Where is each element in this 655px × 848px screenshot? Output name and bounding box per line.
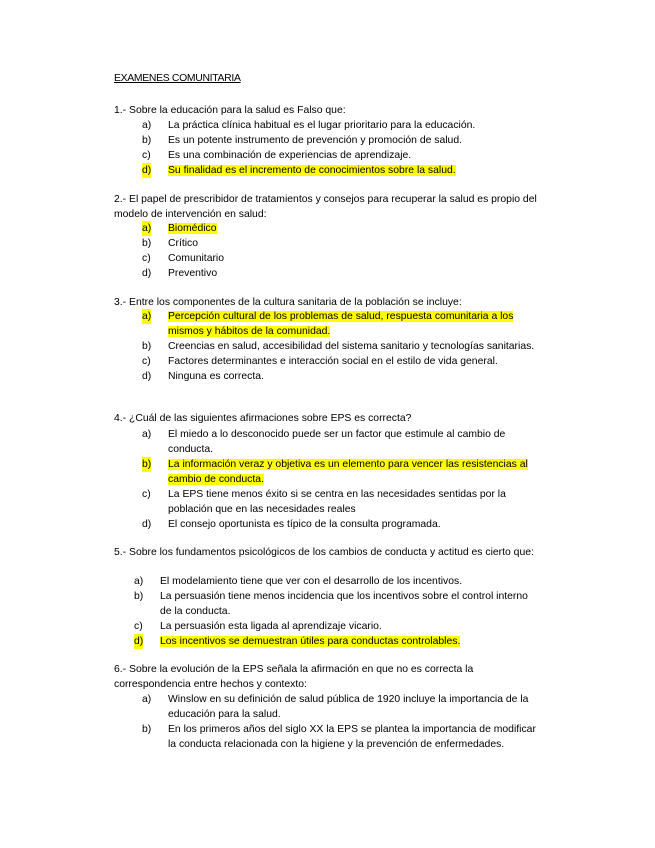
- question-4-options: [142, 427, 542, 532]
- highlighted-answer: Su finalidad es el incremento de conocimientos sobre la salud.: [168, 165, 456, 176]
- option-6b: b) En los primeros años del siglo XX la EPS se plantea la importancia de modificar la conducta relacionada con la higiene y la prevención de enfermedades.: [142, 724, 536, 750]
- option-2c: c) Comunitario: [142, 253, 225, 264]
- question-5: 5.- Sobre los fundamentos psicológicos de los cambios de conducta y actitud es cierto que:: [114, 547, 534, 558]
- option-1c: c) Es una combinación de experiencias de aprendizaje.: [142, 150, 412, 161]
- option-1d: d) Su finalidad es el incremento de conocimientos sobre la salud.: [142, 165, 456, 176]
- option-4c: c) La EPS tiene menos éxito si se centra en las necesidades sentidas por la población que en las necesidades reales: [142, 489, 506, 515]
- option-4b: b) La información veraz y objetiva es un elemento para vencer las resistencias al cambio de conducta.: [142, 459, 528, 485]
- highlighted-answer: Percepción cultural de los problemas de salud, respuesta comunitaria a los mismos y hábitos de la comunidad.: [168, 311, 514, 337]
- question-4: 4.- ¿Cuál de las siguientes afirmaciones sobre EPS es correcta?: [114, 413, 412, 424]
- question-5-options: [134, 574, 534, 649]
- highlighted-answer: Biomédico: [168, 223, 217, 234]
- question-1: 1.- Sobre la educación para la salud es Falso que:: [114, 105, 346, 116]
- option-6a: a) Winslow en su definición de salud pública de 1920 incluye la importancia de la educación para la salud.: [142, 694, 529, 720]
- option-1b: b) Es un potente instrumento de prevención y promoción de salud.: [142, 135, 463, 146]
- page-title: EXAMENES COMUNITARIA: [114, 73, 241, 84]
- option-2b: b) Crítico: [142, 238, 199, 249]
- option-3d: d) Ninguna es correcta.: [142, 371, 264, 382]
- option-2d: d) Preventivo: [142, 268, 218, 279]
- question-6: 6.- Sobre la evolución de la EPS señala la afirmación en que no es correcta la correspondencia entre hechos y contexto:: [114, 664, 474, 690]
- option-2a: a) Biomédico: [142, 223, 217, 234]
- question-1-options: [142, 118, 542, 178]
- option-5a: a) El modelamiento tiene que ver con el desarrollo de los incentivos.: [134, 576, 463, 587]
- option-3a: a) Percepción cultural de los problemas de salud, respuesta comunitaria a los mismos y hábitos de la comunidad.: [142, 311, 514, 337]
- option-5d: d) Los incentivos se demuestran útiles para conductas controlables.: [134, 636, 461, 647]
- option-5b: b) La persuasión tiene menos incidencia que los incentivos sobre el control interno de la conducta.: [134, 591, 528, 617]
- question-6-options: [142, 692, 542, 752]
- question-2-options: [142, 221, 542, 281]
- question-2: 2.- El papel de prescribidor de tratamientos y consejos para recuperar la salud es propio del modelo de intervención en salud:: [114, 194, 537, 220]
- highlighted-answer: Los incentivos se demuestran útiles para conductas controlables.: [160, 636, 461, 647]
- question-3: 3.- Entre los componentes de la cultura sanitaria de la población se incluye:: [114, 297, 462, 308]
- option-3c: c) Factores determinantes e interacción social en el estilo de vida general.: [142, 356, 498, 367]
- highlighted-answer: La información veraz y objetiva es un elemento para vencer las resistencias al cambio de conducta.: [168, 459, 528, 485]
- question-3-options: [142, 309, 542, 384]
- option-5c: c) La persuasión esta ligada al aprendizaje vicario.: [134, 621, 382, 632]
- option-1a: a) La práctica clínica habitual es el lugar prioritario para la educación.: [142, 120, 476, 131]
- option-4a: a) El miedo a lo desconocido puede ser un factor que estimule al cambio de conducta.: [142, 429, 506, 455]
- option-3b: b) Creencias en salud, accesibilidad del sistema sanitario y tecnologías sanitarias.: [142, 341, 535, 352]
- option-4d: d) El consejo oportunista es típico de la consulta programada.: [142, 519, 441, 530]
